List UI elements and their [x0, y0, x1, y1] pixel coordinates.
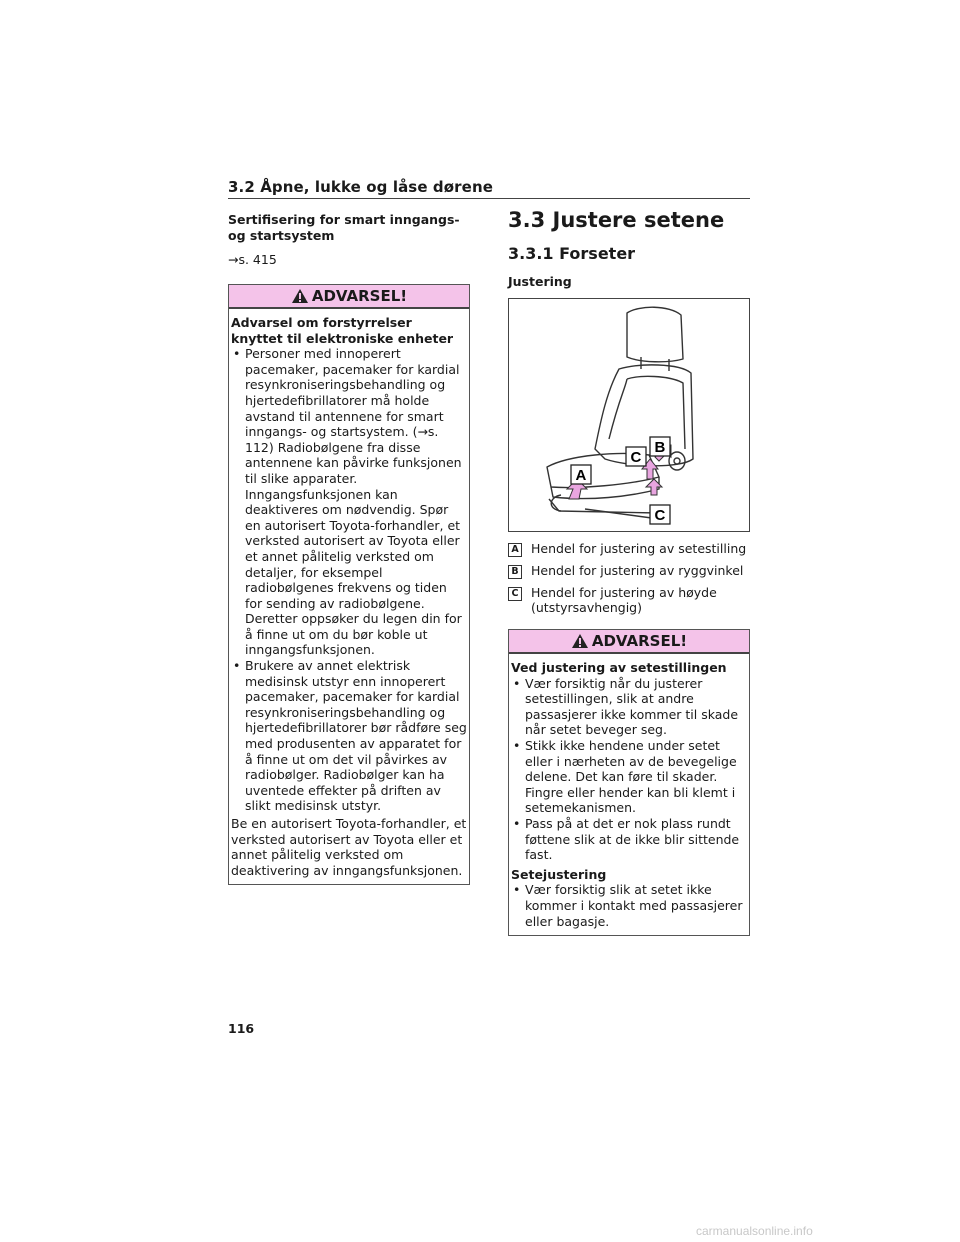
figure-label-c-upper: C	[630, 449, 642, 466]
warning-title-2: Setejustering	[511, 866, 607, 882]
warning-body	[509, 654, 749, 935]
legend-text: Hendel for justering av setestilling	[531, 541, 747, 556]
warning-label: ADVARSEL!	[311, 287, 408, 305]
warning-bullets	[511, 676, 747, 863]
legend-item-c	[508, 586, 750, 615]
page-number: 116	[228, 1021, 255, 1036]
list-item: • Stikk ikke hendene under setet eller i nærheten av de bevegelige delene. Det kan føre til skader. Fingre eller hender kan bli klemt i setemekanismen.	[511, 738, 747, 816]
figure-label-c-lower: C	[654, 507, 666, 524]
legend-text: Hendel for justering av høyde (utstyrsavhengig)	[531, 585, 717, 615]
warning-header	[509, 630, 749, 654]
list-item: • Vær forsiktig slik at setet ikke kommer i kontakt med passasjerer eller bagasje.	[511, 882, 747, 929]
legend-key: C	[508, 587, 522, 601]
section-title: 3.3 Justere setene	[508, 208, 725, 232]
subsection-title: 3.3.1 Forseter	[508, 244, 636, 263]
right-column	[508, 208, 750, 936]
list-item: • Pass på at det er nok plass rundt føttene slik at de ikke blir sittende fast.	[511, 816, 747, 863]
seat-drawing	[509, 299, 749, 531]
warning-body	[229, 309, 469, 884]
warning-bullets-2	[511, 882, 747, 929]
list-item: • Personer med innoperert pacemaker, pacemaker for kardial resynkroniseringsbehandling og hjertedefibrillatorer må holde avstand til antennene for smart inngangs- og startsystem. (→s. 112) Radiobølgene fra disse antennene kan påvirke funksjonen til slike apparater. Inngangsfunksjonen kan deaktiveres om nødvendig. Spør en autorisert Toyota-forhandler, et verksted autorisert av Toyota eller et annet pålitelig verksted om detaljer, for eksempel radiobølgenes frekvens og tiden for sending av radiobølgene. Deretter oppsøker du legen din for å finne ut om du bør koble ut inngangsfunksjonen.	[231, 346, 467, 658]
seat-illustration	[508, 298, 750, 532]
right-subheading: Justering	[508, 274, 572, 289]
warning-box-right	[508, 629, 750, 936]
left-column	[228, 212, 470, 885]
warning-title: Advarsel om forstyrrelser knyttet til elektroniske enheter	[231, 315, 454, 346]
legend-item-a	[508, 542, 750, 557]
warning-closing: Be en autorisert Toyota-forhandler, et verksted autorisert av Toyota eller et annet pålitelig verksted om deaktivering av inngangsfunksjonen.	[231, 816, 467, 878]
page-reference-link[interactable]: →s. 415	[228, 252, 277, 267]
watermark: carmanualsonline.info	[696, 1224, 813, 1238]
figure-label-a: A	[575, 467, 587, 484]
list-item: • Brukere av annet elektrisk medisinsk utstyr enn innoperert pacemaker, pacemaker for kardial resynkroniseringsbehandling og hjertedefibrillatorer bør rådføre seg med produsenten av apparatet for å finne ut om det vil påvirkes av radiobølger. Radiobølger kan ha uventede effekter på driften av slikt medisinsk utstyr.	[231, 658, 467, 814]
warning-title: Ved justering av setestillingen	[511, 660, 727, 675]
warning-bullets	[231, 346, 467, 814]
legend-key: B	[508, 565, 522, 579]
header-divider	[228, 198, 750, 199]
warning-triangle-icon	[571, 633, 589, 649]
left-subheading: Sertifisering for smart inngangs- og startsystem	[228, 212, 460, 243]
legend-text: Hendel for justering av ryggvinkel	[531, 563, 744, 578]
warning-header	[229, 285, 469, 309]
legend-key: A	[508, 543, 522, 557]
section-header: 3.2 Åpne, lukke og låse dørene	[228, 178, 493, 196]
figure-legend	[508, 542, 750, 615]
warning-triangle-icon	[291, 288, 309, 304]
warning-box-left	[228, 284, 470, 885]
figure-label-b: B	[654, 439, 666, 456]
warning-label: ADVARSEL!	[591, 632, 688, 650]
list-item: • Vær forsiktig når du justerer setestillingen, slik at andre passasjerer ikke kommer til skade når setet beveger seg.	[511, 676, 747, 738]
legend-item-b	[508, 564, 750, 579]
